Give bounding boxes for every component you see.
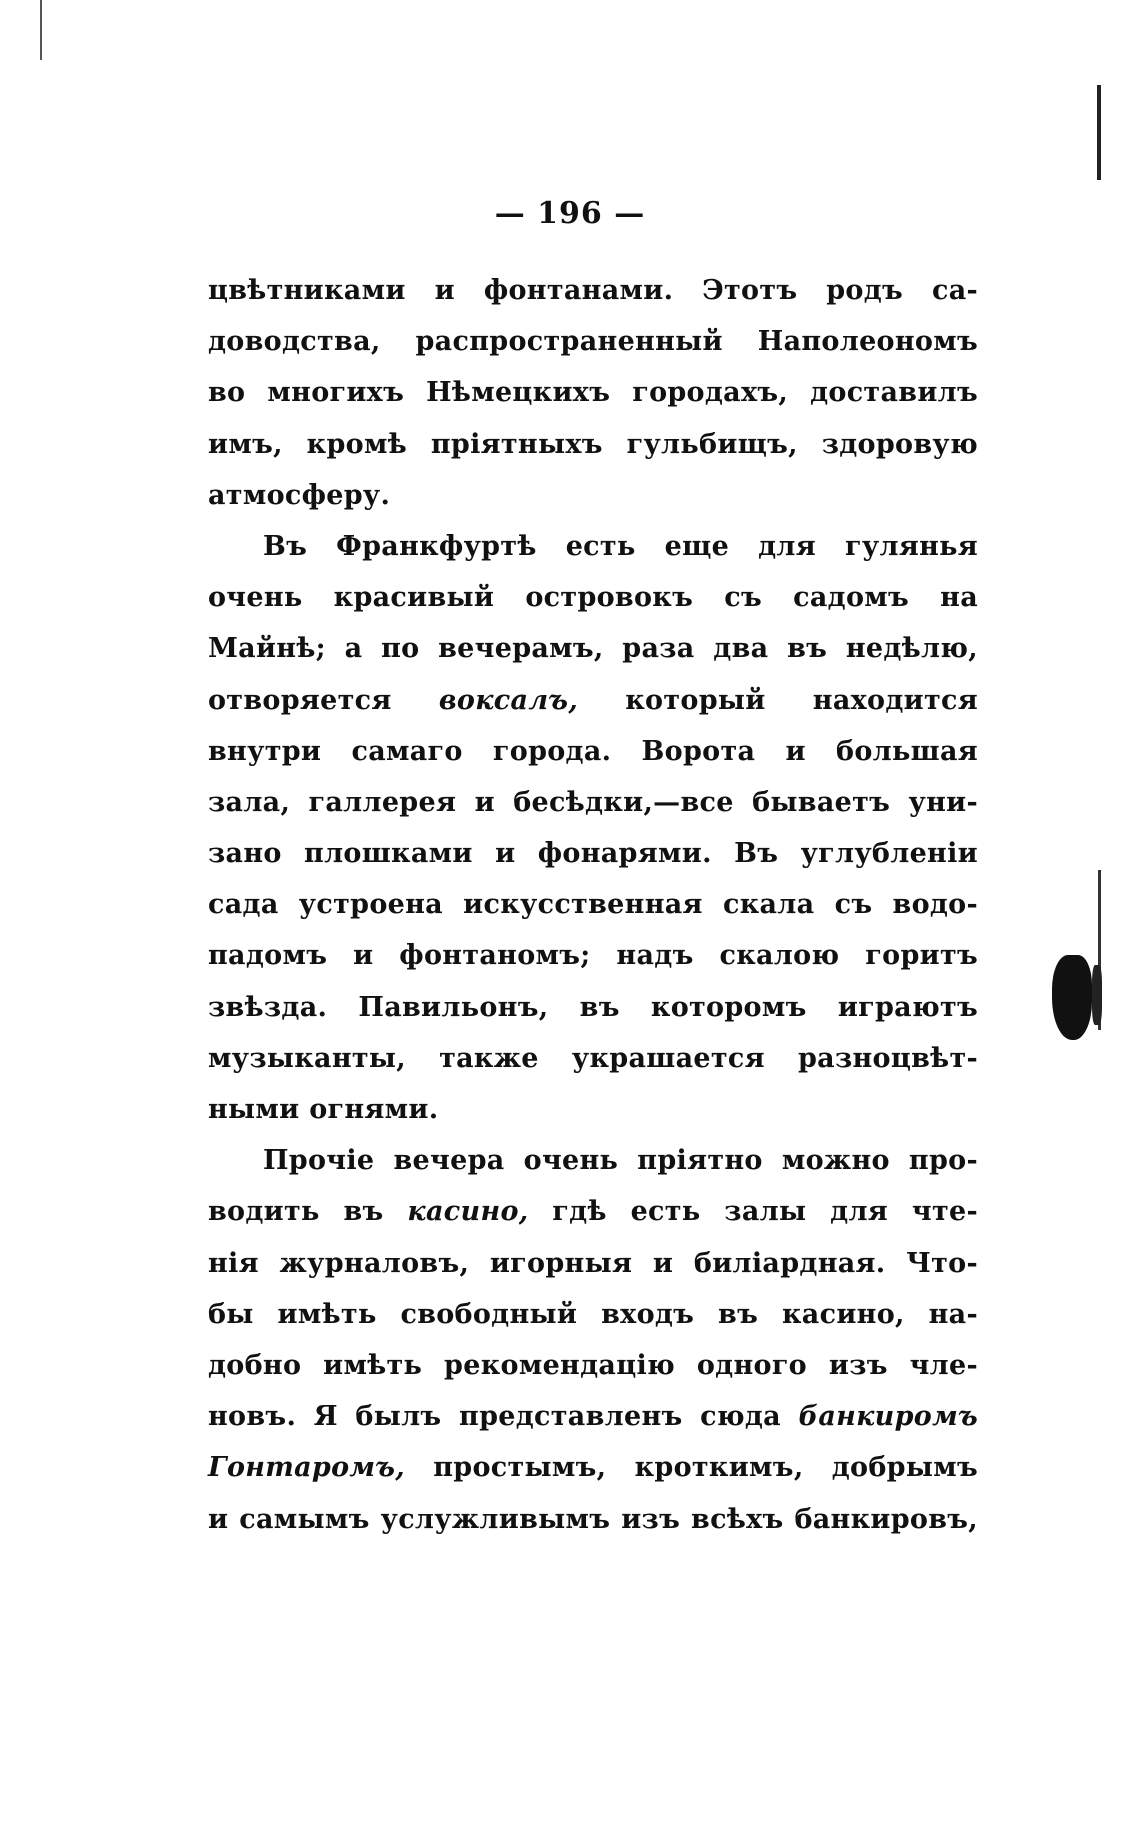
scan-edge-mark bbox=[40, 0, 42, 60]
text-line: и самымъ услужливымъ изъ всѣхъ банкировъ, bbox=[208, 1503, 978, 1535]
text-line: добно имѣть рекомендацію одного изъ чле- bbox=[208, 1349, 978, 1381]
scan-edge-mark bbox=[1097, 85, 1101, 180]
text-line: Гонтаромъ, простымъ, кроткимъ, добрымъ bbox=[208, 1452, 978, 1484]
text-line: отворяется воксалъ, который находится bbox=[208, 684, 978, 716]
text-line: ными огнями. bbox=[208, 1094, 439, 1125]
text-line: музыканты, также украшается разноцвѣт- bbox=[208, 1042, 978, 1074]
text-line: атмосферу. bbox=[208, 479, 391, 511]
text-line: звѣзда. Павильонъ, въ которомъ играютъ bbox=[208, 991, 978, 1023]
text-line: сада устроена искусственная скала съ водо- bbox=[208, 889, 978, 921]
text-line: Майнѣ; а по вечерамъ, раза два въ недѣлю, bbox=[208, 633, 978, 665]
text-line: доводства, распространенный Наполеономъ bbox=[208, 326, 978, 358]
text-line: нія журналовъ, игорныя и биліардная. Что- bbox=[208, 1247, 978, 1279]
text-line: Въ Франкфуртѣ есть еще для гулянья bbox=[263, 530, 978, 562]
text-line: падомъ и фонтаномъ; надъ скалою горитъ bbox=[208, 940, 978, 972]
text-line: водить въ касино, гдѣ есть залы для чте- bbox=[208, 1196, 978, 1228]
italic-word: Гонтаромъ, bbox=[208, 1452, 405, 1484]
italic-word: касино, bbox=[407, 1196, 529, 1228]
text-line: новъ. Я былъ представленъ сюда банкиромъ bbox=[208, 1401, 978, 1433]
text-line: зано плошками и фонарями. Въ углубленіи bbox=[208, 838, 978, 870]
text-line: Прочіе вечера очень пріятно можно про- bbox=[263, 1145, 978, 1177]
text-line: зала, галлерея и бесѣдки,—все бываетъ уни- bbox=[208, 786, 978, 818]
body-text bbox=[208, 265, 978, 1545]
text-line: внутри самаго города. Ворота и большая bbox=[208, 735, 978, 767]
text-line: имъ, кромѣ пріятныхъ гульбищъ, здоровую bbox=[208, 428, 978, 460]
italic-word: воксалъ, bbox=[438, 684, 579, 716]
text-line: во многихъ Нѣмецкихъ городахъ, доставилъ bbox=[208, 377, 978, 409]
text-line: бы имѣть свободный входъ въ касино, на- bbox=[208, 1298, 978, 1330]
page-number: — 196 — bbox=[494, 196, 646, 231]
italic-word: банкиромъ bbox=[798, 1401, 978, 1433]
ink-blot bbox=[1092, 965, 1102, 1025]
ink-blot bbox=[1052, 955, 1092, 1040]
text-line: очень красивый островокъ съ садомъ на bbox=[208, 582, 978, 614]
text-line: цвѣтниками и фонтанами. Этотъ родъ са- bbox=[208, 275, 978, 306]
